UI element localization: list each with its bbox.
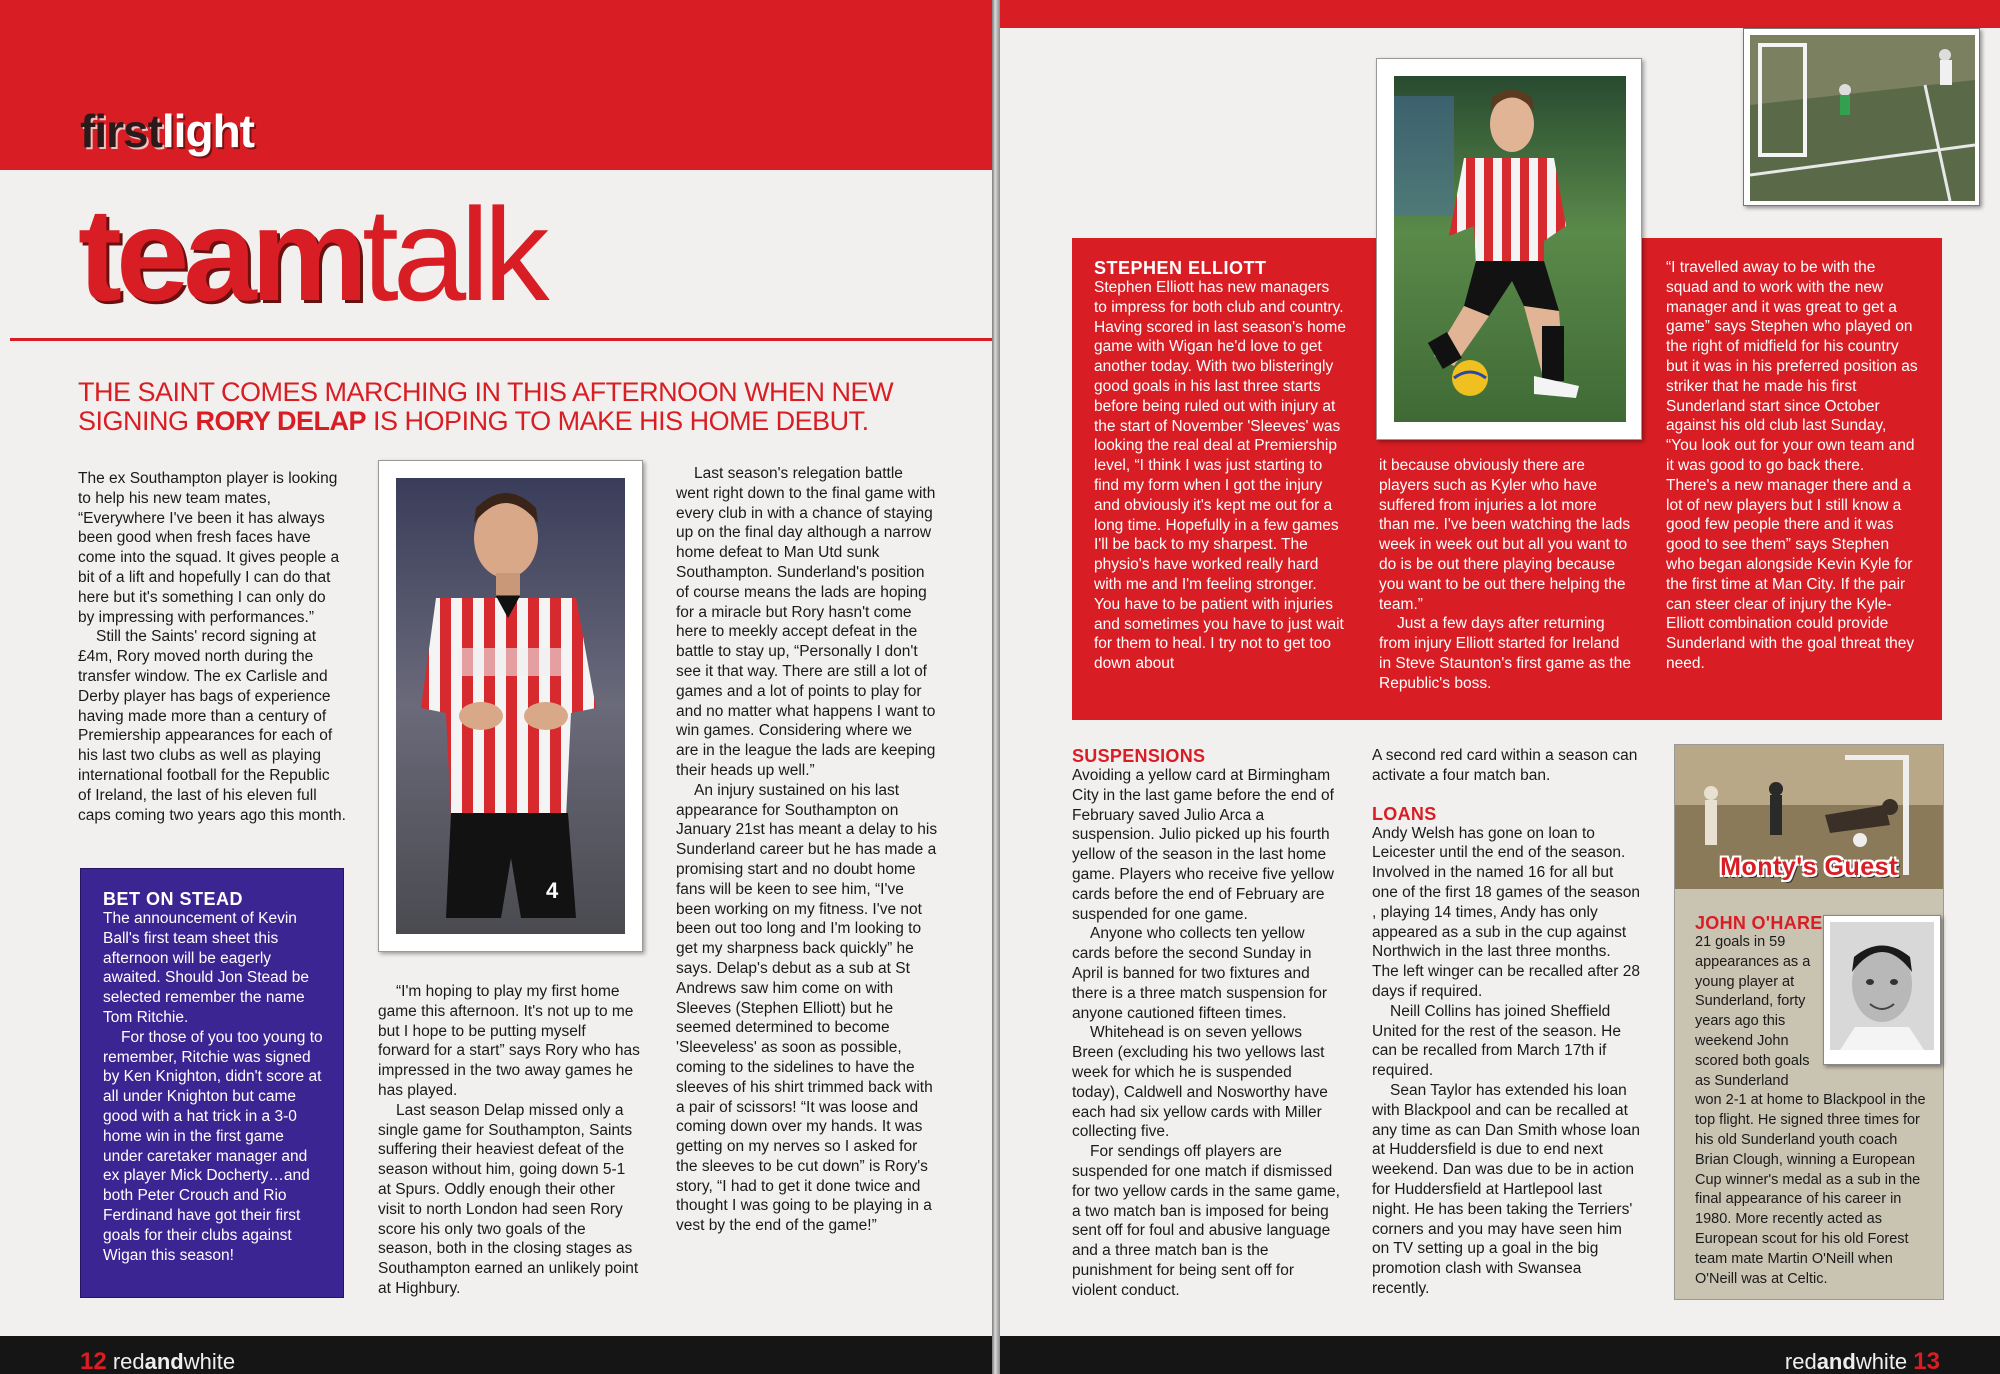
paragraph: Last season Delap missed only a single game for Southampton, Saints suffering their heaviest defeat of the season without him, going down 5-1 at Spurs. Oddly enough their other visit to north London had seen Rory score his only two goals of the season, both in the closing stages as Southampton earned an unlikely point at Highbury.: [378, 1101, 639, 1297]
montys-guest-banner: Monty's Guest: [1720, 853, 1898, 881]
footer-right: [1785, 1350, 1940, 1374]
paragraph: A second red card within a season can activate a four match ban.: [1372, 747, 1638, 784]
title-bold: team: [78, 181, 363, 328]
paragraph: The ex Southampton player is looking to help his new team mates, “Everywhere I've been it has always been good when fresh faces have come into the squad. It gives people a bit of a lift and hopefully I can do that here but it's something I can only do by impressing with performances.”: [78, 470, 340, 626]
bet-on-stead-box: [80, 868, 344, 1298]
paragraph: Still the Saints' record signing at £4m, Rory moved north during the transfer window. The ex Carlisle and Derby player has bags of experience having made more than a century of Premiership appearances for each of his last two clubs as well as playing international football for the Republic of Ireland, the last of his eleven full caps coming two years ago this month.: [78, 628, 346, 824]
bet-box-title: BET ON STEAD: [103, 889, 244, 909]
suspensions-heading: SUSPENSIONS: [1072, 746, 1206, 766]
paragraph: Neill Collins has joined Sheffield United for the rest of the season. He can be recalled from March 17th if required.: [1372, 1002, 1621, 1080]
standfirst: [78, 378, 908, 436]
paragraph: Avoiding a yellow card at Birmingham City in the last game before the end of February saved Julio Arca a suspension. Julio picked up his fourth yellow of the season in the last home game. Players who receive five yellow cards before the end of February are suspended for one game.: [1072, 767, 1334, 923]
paragraph: Anyone who collects ten yellow cards before the second Sunday in April is banned for two fixtures and there is a three match suspension for anyone cautioned fifteen times.: [1072, 925, 1328, 1022]
standfirst-pre: THE SAINT COMES MARCHING IN THIS AFTERNOON WHEN NEW SIGNING: [78, 377, 894, 436]
john-ohare-profile: [1695, 913, 1935, 933]
divider: [10, 338, 992, 341]
left-page: [0, 0, 992, 1374]
paragraph: Sean Taylor has extended his loan with Blackpool and can be recalled at any time as can Dan Smith whose loan at Huddersfield is due to end next weekend. Dan was due to be in action for Huddersfield at Hartlepool last night. He has been taking the Terriers' corners and you may have seen him on TV setting up a goal in the big promotion clash with Swansea recently.: [1372, 1081, 1640, 1297]
elliott-column-3: [1666, 258, 1918, 674]
player-photo-image: [1394, 76, 1626, 422]
john-ohare-text-wrap: [1695, 933, 1935, 1289]
john-ohare-bio: 21 goals in 59 appearances as a young player at Sunderland, forty years ago this weekend John scored both goals as Sunderland won 2-1 at home to Blackpool in the top flight. He signed three times for his old Sunderland youth coach Brian Clough, winning a European Cup winner's medal as a sub in the final appearance of his career in 1980. More recently acted as European scout for his old Forest team mate Martin O'Neill when O'Neill was at Celtic.: [1695, 934, 1926, 1287]
tv-still-image: [1750, 35, 1975, 201]
elliott-paragraph: Stephen Elliott has new managers to impress for both club and country. Having scored in last season's home game with Wigan he'd love to get another today. With two blisteringly good goals in his last three starts before being ruled out with injury at the start of November 'Sleeves' was looking the real deal at Premiership level, “I think I was just starting to find my form when I got the injury and obviously it's kept me out for a long time. Hopefully in a few games I'll be back to my sharpest. The physio's have worked really hard with me and I'm feeling stronger. You have to be patient with injuries and sometimes you have to just wait for them to heal. I try not to get too down about: [1094, 279, 1346, 673]
loans-heading: LOANS: [1372, 803, 1437, 824]
title-thin: talk: [362, 181, 544, 328]
footer-white: white: [1855, 1349, 1908, 1374]
portrait-float-space: [1817, 933, 1935, 1083]
footer-white: white: [183, 1349, 236, 1374]
page-gutter: [992, 0, 1000, 1374]
elliott-paragraph: “I travelled away to be with the squad and to work with the new manager and it was great to get a game” says Stephen who played on the right of midfield for his country but it was in his preferred position as striker that he made his first Sunderland start since October against his old club last Sunday, “You look out for your own team and it was good to go back there. There's a new manager there and a lot of new players but I still know a good few people there and it was good to see them” says Stephen who began alongside Kevin Kyle for the first time at Man City. If the pair can steer clear of injury the Kyle-Elliott combination could provide Sunderland with the goal threat they need.: [1666, 259, 1918, 672]
right-page: [1000, 0, 2000, 1374]
tv-still-frame: [1743, 28, 1980, 206]
footer-left: [80, 1350, 235, 1374]
article-column-2: [378, 982, 640, 1299]
elliott-column-1: [1094, 258, 1346, 674]
section-label-light: light: [161, 105, 254, 157]
footer-red: red: [112, 1349, 145, 1374]
paragraph: For sendings off players are suspended for one match if dismissed for two yellow cards in the same game, a two match ban is imposed for being sent off for foul and abusive language and a three match ban is the punishment for being sent off for violent conduct.: [1072, 1143, 1340, 1299]
section-label-first: first: [80, 105, 162, 157]
elliott-paragraph: it because obviously there are players such as Kyler who have suffered from injuries a lot more than me. I've been watching the lads week in week out but all you want to do is be out there playing because you want to be out there helping the team.”: [1379, 457, 1631, 613]
standfirst-name: RORY DELAP: [195, 406, 367, 436]
stephen-elliott-photo: [1394, 76, 1626, 422]
footer-red: red: [1784, 1349, 1817, 1374]
loans-column: [1372, 746, 1640, 1299]
paragraph: Andy Welsh has gone on loan to Leicester until the end of the season. Involved in the named 16 for all but one of the first 18 games of the season , playing 14 times, Andy has only appeared as a sub in the cup against Northwich in the last three months. The left winger can be recalled after 28 days if required.: [1372, 824, 1640, 1000]
paragraph: Whitehead is on seven yellows Breen (excluding his two yellows last week for which he is suspended today), Caldwell and Nosworthy have each had six yellow cards with Miller collecting five.: [1072, 1024, 1328, 1141]
header-band: [1000, 0, 2000, 28]
footer-and: and: [144, 1349, 184, 1374]
montys-guest-box: [1674, 744, 1944, 1300]
suspensions-column: [1072, 746, 1340, 1301]
elliott-paragraph: Just a few days after returning from injury Elliott started for Ireland in Steve Staunton's first game as the Republic's boss.: [1379, 615, 1631, 692]
svg-text:4: 4: [546, 878, 559, 903]
rory-delap-photo: [396, 478, 625, 934]
page-number: 12: [80, 1348, 107, 1374]
standfirst-post: IS HOPING TO MAKE HIS HOME DEBUT.: [366, 406, 869, 436]
article-column-3: [676, 464, 938, 1236]
bet-box-paragraph: For those of you too young to remember, Ritchie was signed by Ken Knighton, didn't score at all under Knighton but came good with a hat trick in a 3-0 home win in the first game under caretaker manager and ex player Mick Docherty…and both Peter Crouch and Rio Ferdinand have got their first goals for their clubs against Wigan this season!: [103, 1028, 323, 1264]
elliott-column-2: [1379, 456, 1631, 694]
player-photo-image: [396, 478, 625, 934]
john-ohare-name: JOHN O'HARE: [1695, 913, 1823, 933]
footer-and: and: [1816, 1349, 1856, 1374]
elliott-title: STEPHEN ELLIOTT: [1094, 258, 1267, 278]
article-column-1: [78, 469, 346, 825]
page-title: [78, 181, 544, 328]
section-label: [80, 104, 254, 158]
paragraph: “I'm hoping to play my first home game this afternoon. It's not up to me but I hope to be putting myself forward for a start” says Rory who has impressed in the two away games he has played.: [378, 983, 640, 1099]
paragraph: Last season's relegation battle went right down to the final game with every club in with a chance of staying up on the final day although a narrow home defeat to Man Utd sunk Southampton. Sunderland's position of course means the lads are hoping for a miracle but Rory hasn't come here to meekly accept defeat in the battle to stay up, “Personally I don't see it that way. There are still a lot of games and a lot of points to play for and no matter what happens I want to win games. Considering where we are in the league the lads are keeping their heads up well.”: [676, 465, 936, 779]
page-number: 13: [1913, 1348, 1940, 1374]
paragraph: An injury sustained on his last appearance for Southampton on January 21st has meant a delay to his Sunderland career but he has made a promising start and no doubt home fans will be keen to see him, “I've been working on my fitness. I've not been out too long and I'm looking to get my sharpness back quickly” he says. Delap's debut as a sub at St Andrews saw him come on with Sleeves (Stephen Elliott) but he seemed determined to become 'Sleeveless' as soon as possible, coming to the sidelines to have the sleeves of his shirt trimmed back with a pair of scissors! “It was loose and coming down over my hands. It was getting on my nerves so I asked for the sleeves to be cut down” is Rory's story, “I had to get it done twice and thought I was going to be playing in a vest by the end of the game!”: [676, 781, 938, 1235]
stephen-elliott-photo-frame: [1376, 58, 1642, 440]
rory-delap-photo-frame: [378, 460, 643, 952]
bet-box-paragraph: The announcement of Kevin Ball's first team sheet this afternoon will be eagerly awaited. Should Jon Stead be selected remember the name Tom Ritchie.: [103, 910, 309, 1026]
